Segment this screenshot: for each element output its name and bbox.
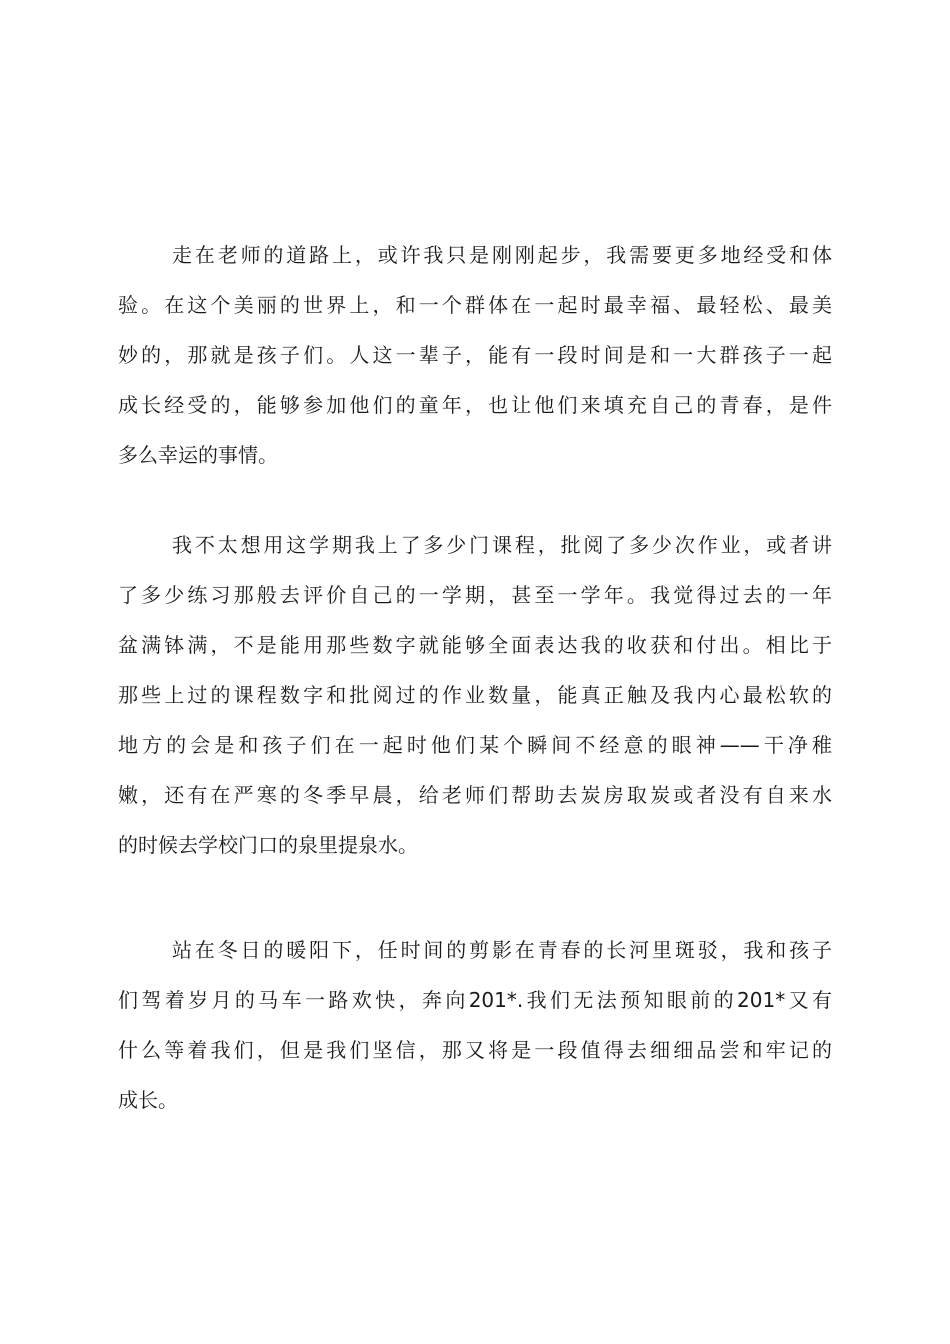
paragraph-line: 了多少练习那般去评价自己的一学期，甚至一学年。我觉得过去的一年 (118, 583, 832, 607)
paragraph-line: 什么等着我们，但是我们坚信，那又将是一段值得去细细品尝和牢记的 (118, 1038, 832, 1062)
paragraph-line: 嫩，还有在严寒的冬季早晨，给老师们帮助去炭房取炭或者没有自来水 (118, 783, 832, 807)
paragraph-line: 多么幸运的事情。 (118, 443, 278, 467)
paragraph-3 (118, 925, 832, 1125)
paragraph-line: 成长。 (118, 1088, 178, 1112)
paragraph-line: 我不太想用这学期我上了多少门课程，批阅了多少次作业，或者讲 (172, 533, 832, 557)
paragraph-line: 验。在这个美丽的世界上，和一个群体在一起时最幸福、最轻松、最美 (118, 293, 832, 317)
paragraph-line: 盆满钵满，不是能用那些数字就能够全面表达我的收获和付出。相比于 (118, 633, 832, 657)
paragraph-line: 那些上过的课程数字和批阅过的作业数量，能真正触及我内心最松软的 (118, 683, 832, 707)
paragraph-line: 成长经受的，能够参加他们的童年，也让他们来填充自己的青春，是件 (118, 393, 832, 417)
paragraph-line: 的时候去学校门口的泉里提泉水。 (118, 833, 418, 857)
paragraph-line: 站在冬日的暖阳下，任时间的剪影在青春的长河里斑驳，我和孩子 (172, 938, 832, 962)
paragraph-line: 们驾着岁月的马车一路欢快，奔向201*.我们无法预知眼前的201*又有 (118, 988, 832, 1012)
paragraph-line: 走在老师的道路上，或许我只是刚刚起步，我需要更多地经受和体 (172, 243, 832, 267)
paragraph-1 (118, 230, 832, 480)
paragraph-line: 妙的，那就是孩子们。人这一辈子，能有一段时间是和一大群孩子一起 (118, 343, 832, 367)
paragraph-2 (118, 520, 832, 870)
paragraph-line: 地方的会是和孩子们在一起时他们某个瞬间不经意的眼神——干净稚 (118, 733, 832, 757)
